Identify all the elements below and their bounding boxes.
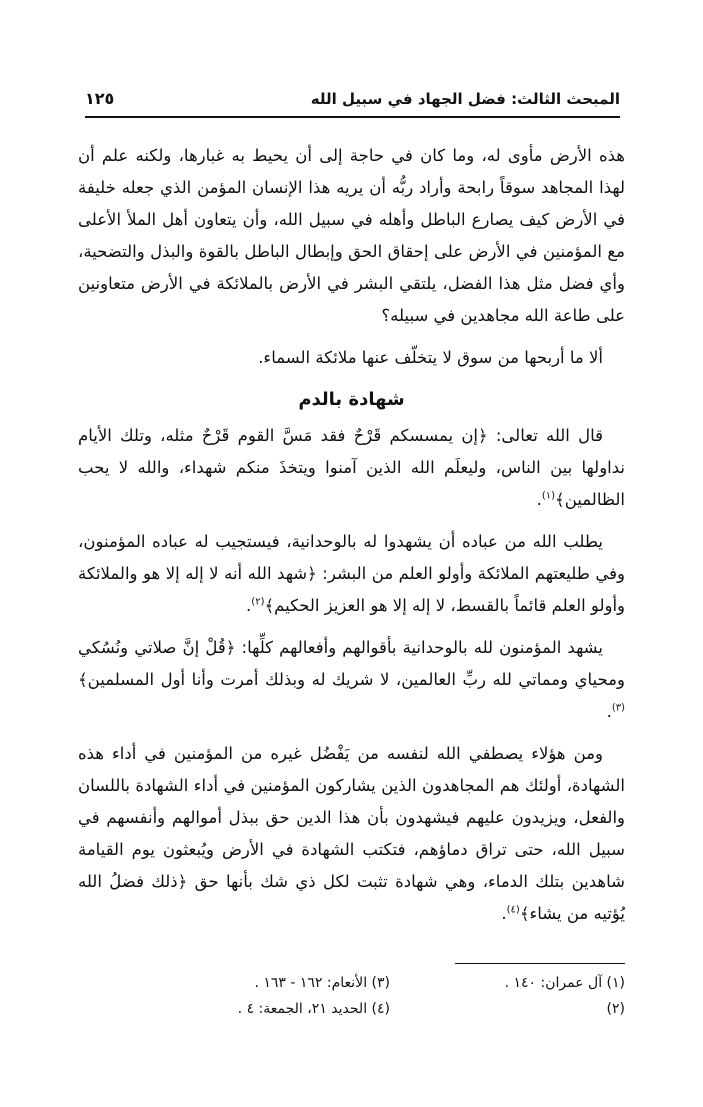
paragraph-3: قال الله تعالى: ﴿إن يمسسكم قَرْحٌ فقد مَسَّ القوم قَرْحٌ مثله، وتلك الأيام نداولها بين الناس، وليعلَم الله الذين آمنوا ويتخذَ منكم شهداء، والله لا يحب الظالمين﴾$^{(١)}$.: [78, 426, 625, 509]
footnote-1: (١) آل عمران: ١٤٠ .: [504, 975, 625, 991]
footnotes: [150, 970, 625, 1022]
body-text: [78, 140, 625, 940]
footnote-3: (٣) الأنعام: ١٦٢ - ١٦٣ .: [254, 975, 390, 991]
footnote-row-2: [150, 996, 625, 1022]
footnote-2: (٢): [606, 1001, 625, 1017]
footnote-ref-3[interactable]: (٣): [611, 702, 625, 714]
footnote-ref-1[interactable]: (١): [541, 490, 556, 502]
header-rule: [85, 116, 620, 118]
paragraph-1-text: هذه الأرض مأوى له، وما كان في حاجة إلى أن يحيط به غبارها، ولكنه علم أن لهذا المجاهد سوقاً رابحة وأراد ربُّه أن يريه هذا الإنسان المؤمن الذي جعله خليفة في الأرض كيف يصارع الباطل وأهله في سبيل الله، وأن يتعاون أهل الملأ الأعلى مع المؤمنين في الأرض على إحقاق الحق وإبطال الباطل بالقوة والبذل والتضحية، وأي فضل مثل هذا الفضل، يلتقي البشر في الأرض بالملائكة في الأرض متعاونين على طاعة الله مجاهدين في سبيله؟: [78, 146, 625, 325]
paragraph-2-text: ألا ما أربحها من سوق لا يتخلّف عنها ملائكة السماء.: [258, 348, 603, 367]
paragraph-6: ومن هؤلاء يصطفي الله لنفسه من يَفْضُل غيره من المؤمنين في أداء هذه الشهادة، أولئك هم المجاهدون الذين يشاركون المؤمنين في أداء الشهادة باللسان والفعل، ويزيدون عليهم فيشهدون بأن هذا الدين حق ببذل أموالهم وأنفسهم في سبيل الله، حتى تراق دماؤهم، فتكتب الشهادة في الأرض ويُبعثون يوم القيامة شاهدين بتلك الدماء، وهي شهادة تثبت لكل ذي شك بأنها حق ﴿ذلك فضلُ الله يُؤتيه من يشاء﴾$^{(٤)}$.: [78, 744, 625, 923]
paragraph-2: [78, 342, 625, 374]
paragraph-4-text: يطلب الله من عباده أن يشهدوا له بالوحدانية، فيستجيب له عباده المؤمنون، وفي طليعتهم الملائكة وأولو العلم من البشر: ﴿شهد الله أنه لا إله إلا هو والملائكة وأولو العلم قائماً بالقسط، لا إله إلا هو العزيز الحكيم﴾: [78, 532, 625, 615]
page-number: ١٢٥: [85, 89, 115, 108]
section-heading: شهادة بالدم: [298, 389, 405, 410]
paragraph-5: يشهد المؤمنون لله بالوحدانية بأقوالهم وأفعالهم كلِّها: ﴿قُلْ إنَّ صلاتي ونُسُكي ومحياي ومماتي لله ربِّ العالمين، لا شريك له وبذلك أمرت وأنا أول المسلمين﴾$^{(٣)}$.: [78, 638, 625, 721]
footnote-rule: [455, 963, 625, 964]
paragraph-3-text: قال الله تعالى: ﴿إن يمسسكم قَرْحٌ فقد مَسَّ القوم قَرْحٌ مثله، وتلك الأيام نداولها بين الناس، وليعلَم الله الذين آمنوا ويتخذَ منكم شهداء، والله لا يحب الظالمين﴾: [78, 426, 625, 509]
footnote-row-1: [150, 970, 625, 996]
running-header: [85, 86, 620, 118]
paragraph-5-text: يشهد المؤمنون لله بالوحدانية بأقوالهم وأفعالهم كلِّها: ﴿قُلْ إنَّ صلاتي ونُسُكي ومحياي ومماتي لله ربِّ العالمين، لا شريك له وبذلك أمرت وأنا أول المسلمين﴾: [78, 638, 625, 689]
chapter-title: المبحث الثالث: فضل الجهاد في سبيل الله: [310, 90, 620, 108]
footnote-ref-4[interactable]: (٤): [506, 904, 520, 916]
footnote-ref-2[interactable]: (٢): [251, 596, 265, 608]
paragraph-1: [78, 140, 625, 332]
paragraph-4: يطلب الله من عباده أن يشهدوا له بالوحدانية، فيستجيب له عباده المؤمنون، وفي طليعتهم الملائكة وأولو العلم من البشر: ﴿شهد الله أنه لا إله إلا هو والملائكة وأولو العلم قائماً بالقسط، لا إله إلا هو العزيز الحكيم﴾$^{(٢)}$.: [78, 532, 625, 615]
paragraph-6-text: ومن هؤلاء يصطفي الله لنفسه من يَفْضُل غيره من المؤمنين في أداء هذه الشهادة، أولئك هم المجاهدون الذين يشاركون المؤمنين في أداء الشهادة باللسان والفعل، ويزيدون عليهم فيشهدون بأن هذا الدين حق ببذل أموالهم وأنفسهم في سبيل الله، حتى تراق دماؤهم، فتكتب الشهادة في الأرض ويُبعثون يوم القيامة شاهدين بتلك الدماء، وهي شهادة تثبت لكل ذي شك بأنها حق ﴿ذلك فضلُ الله يُؤتيه من يشاء﴾: [78, 744, 625, 923]
footnote-4: (٤) الحديد ٢١، الجمعة: ٤ .: [237, 1001, 390, 1017]
